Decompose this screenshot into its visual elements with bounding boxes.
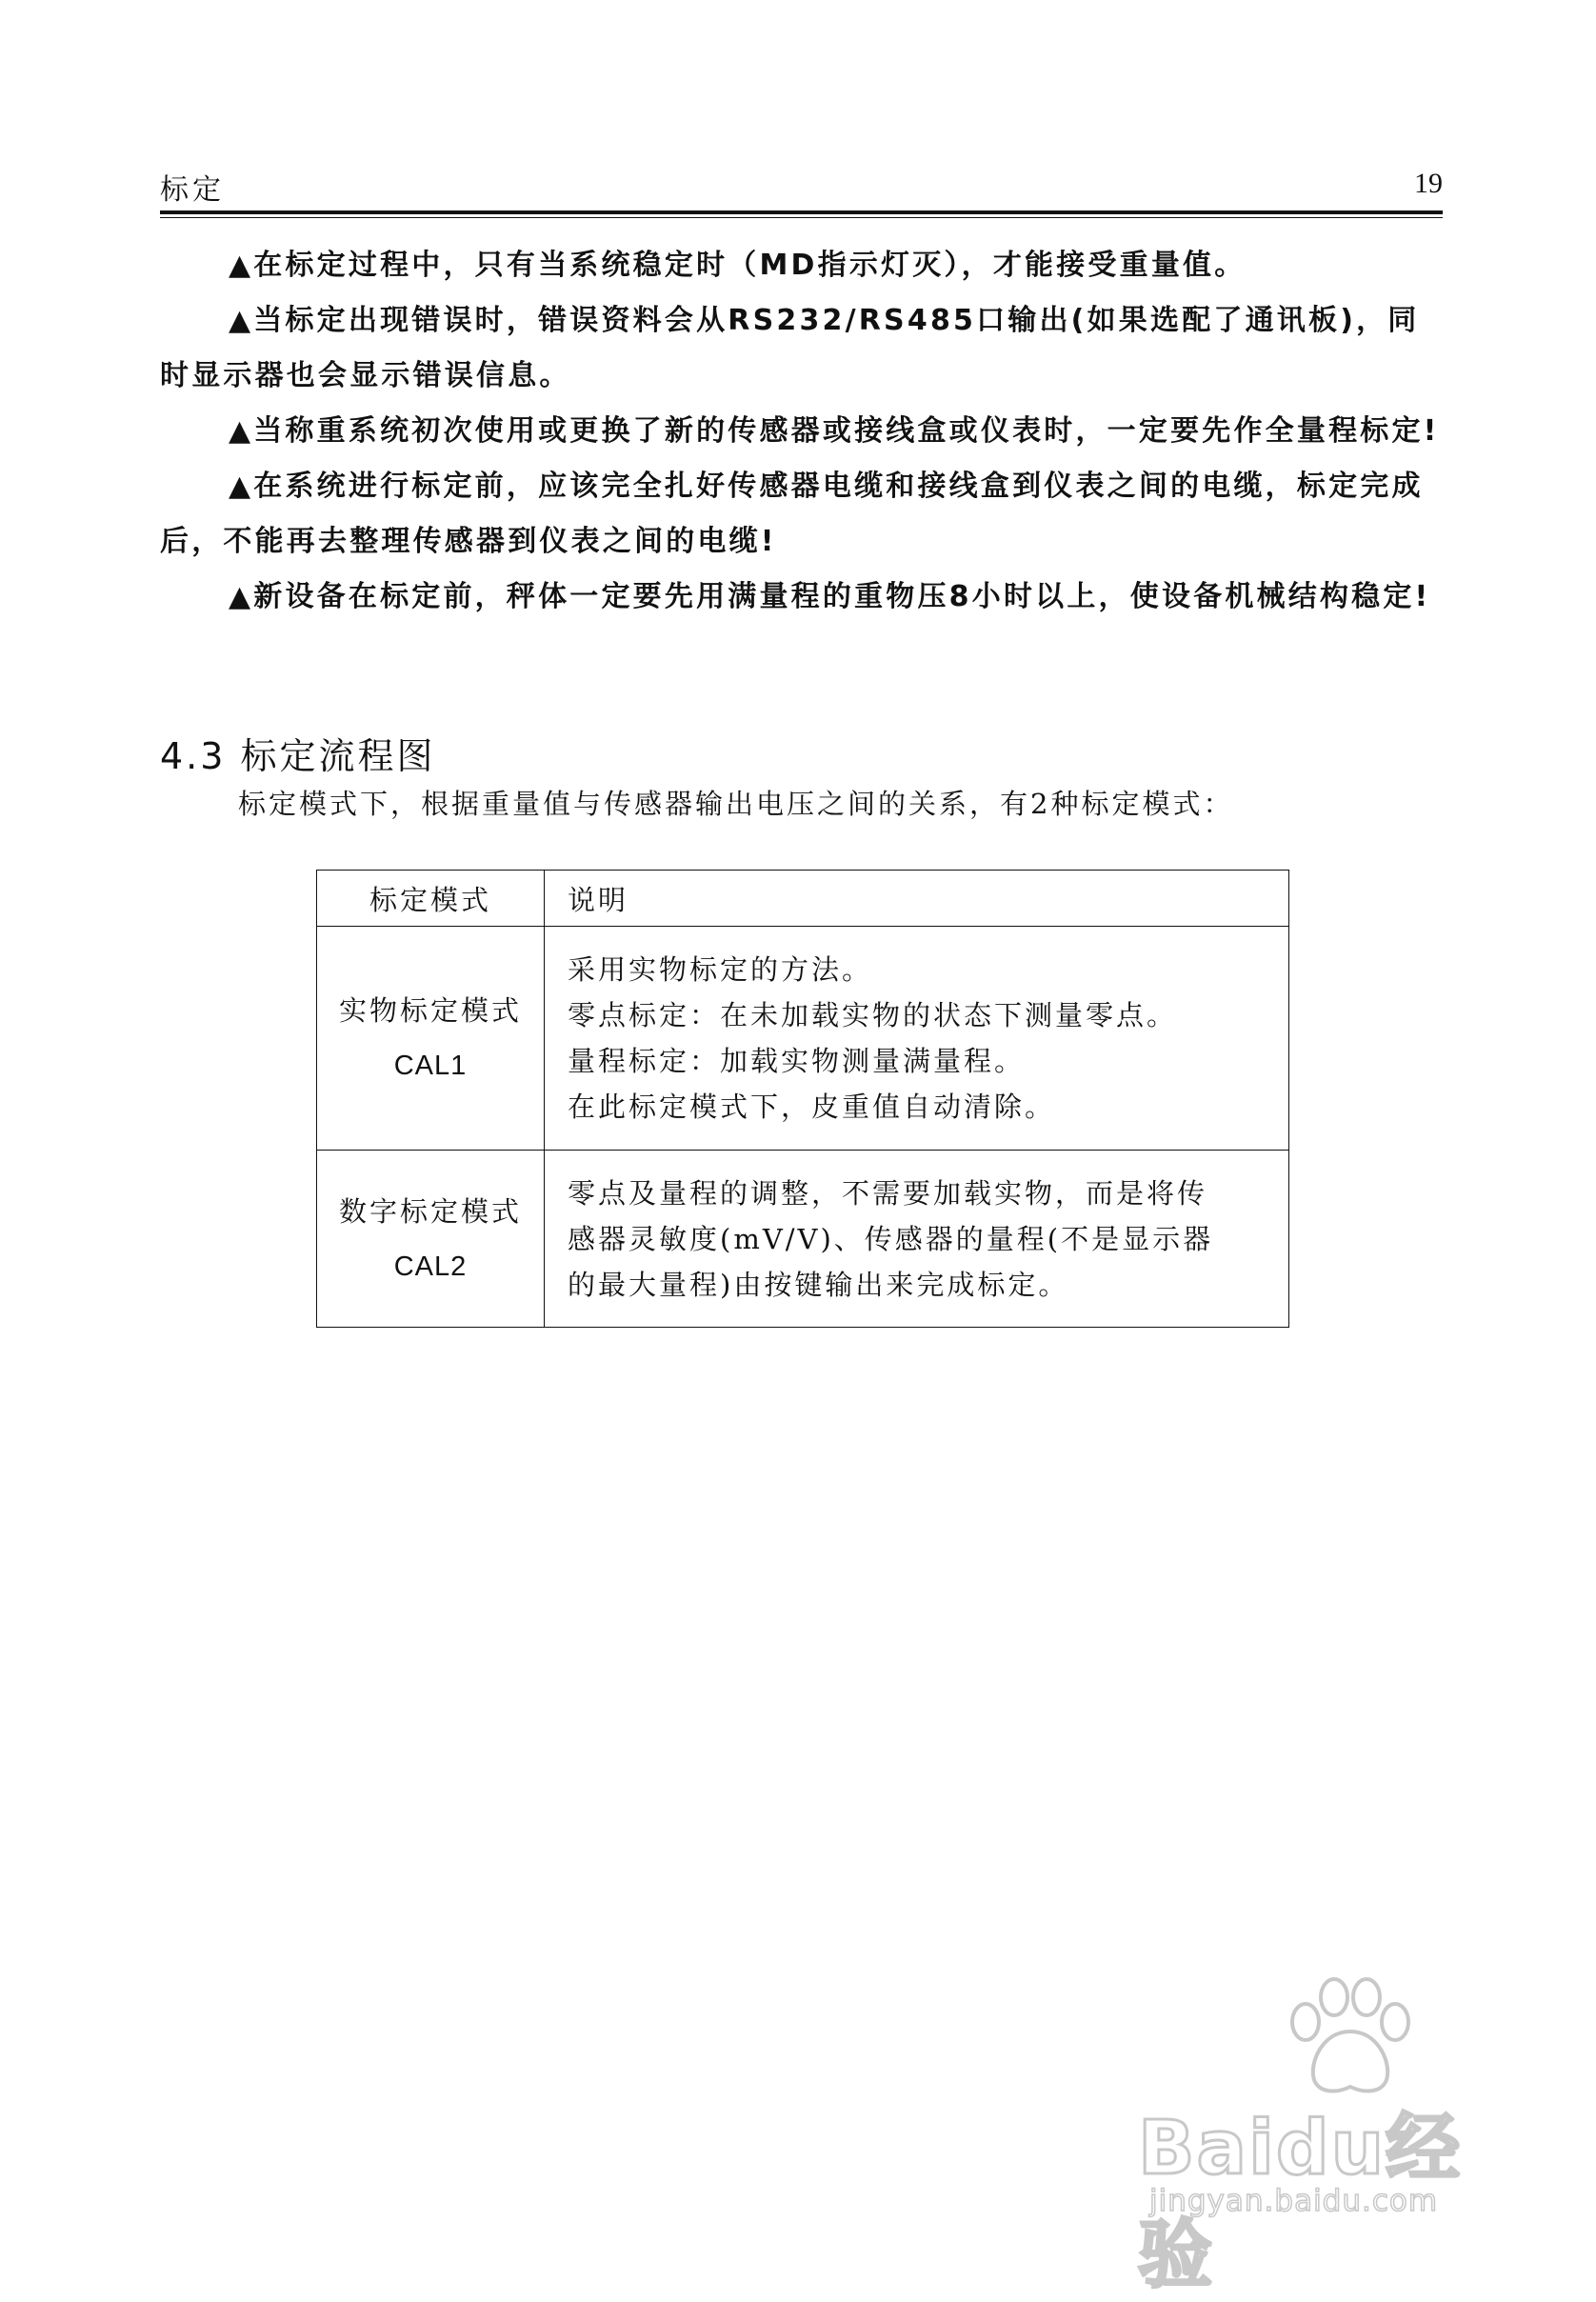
note-item: ▲新设备在标定前，秤体一定要先用满量程的重物压8小时以上，使设备机械结构稳定!: [229, 580, 1431, 613]
desc-line: 感器灵敏度(mV/V)、传感器的量程(不是显示器: [568, 1222, 1214, 1255]
note-item: ▲在标定过程中，只有当系统稳定时（MD指示灯灭），才能接受重量值。: [229, 249, 1247, 282]
page-number: 19: [1414, 168, 1443, 199]
desc-line: 零点标定：在未加载实物的状态下测量零点。: [568, 999, 1178, 1031]
table-header-mode: 标定模式: [317, 871, 545, 927]
note-item: ▲当称重系统初次使用或更换了新的传感器或接线盒或仪表时，一定要先作全量程标定!: [229, 414, 1440, 448]
baidu-watermark: [1138, 1976, 1528, 2298]
mode-name: 数字标定模式: [338, 1194, 522, 1228]
desc-line: 在此标定模式下，皮重值自动清除。: [568, 1091, 1056, 1123]
table-header-row: [317, 871, 1289, 927]
section-intro: 标定模式下，根据重量值与传感器输出电压之间的关系，有2种标定模式：: [238, 788, 1234, 820]
mode-code: CAL2: [393, 1251, 468, 1282]
page-header: [160, 160, 1443, 207]
calibration-modes-table: [316, 870, 1289, 1328]
desc-line: 零点及量程的调整，不需要加载实物，而是将传: [568, 1176, 1208, 1210]
mode-code: CAL1: [393, 1051, 468, 1081]
watermark-logo: Baidu经验: [1138, 2106, 1463, 2298]
table-header-desc: 说明: [545, 871, 1289, 927]
desc-line: 量程标定：加载实物测量满量程。: [568, 1045, 1026, 1077]
desc-line: 采用实物标定的方法。: [568, 953, 873, 986]
header-rule-thin: [160, 217, 1443, 218]
desc-cell: [545, 1151, 1289, 1328]
desc-line: 的最大量程)由按键输出来完成标定。: [568, 1268, 1069, 1301]
table-row: [317, 1151, 1289, 1328]
table-row: [317, 927, 1289, 1151]
paw-icon: [1279, 1976, 1422, 2100]
section-heading: 4.3 标定流程图: [160, 735, 436, 777]
note-item: ▲当标定出现错误时，错误资料会从RS232/RS485口输出(如果选配了通讯板)，同时显示器也会显示错误信息。: [160, 304, 1420, 392]
note-item: ▲在系统进行标定前，应该完全扎好传感器电缆和接线盒到仪表之间的电缆，标定完成后，不能再去整理传感器到仪表之间的电缆!: [160, 470, 1424, 558]
mode-name: 实物标定模式: [338, 994, 522, 1027]
notes-list: [160, 238, 1446, 625]
desc-cell: [545, 927, 1289, 1151]
watermark-url: jingyan.baidu.com: [1149, 2184, 1439, 2218]
header-rule-thick: [160, 210, 1443, 214]
mode-cell: [317, 1151, 545, 1328]
header-title: 标定: [160, 173, 225, 207]
mode-cell: [317, 927, 545, 1151]
